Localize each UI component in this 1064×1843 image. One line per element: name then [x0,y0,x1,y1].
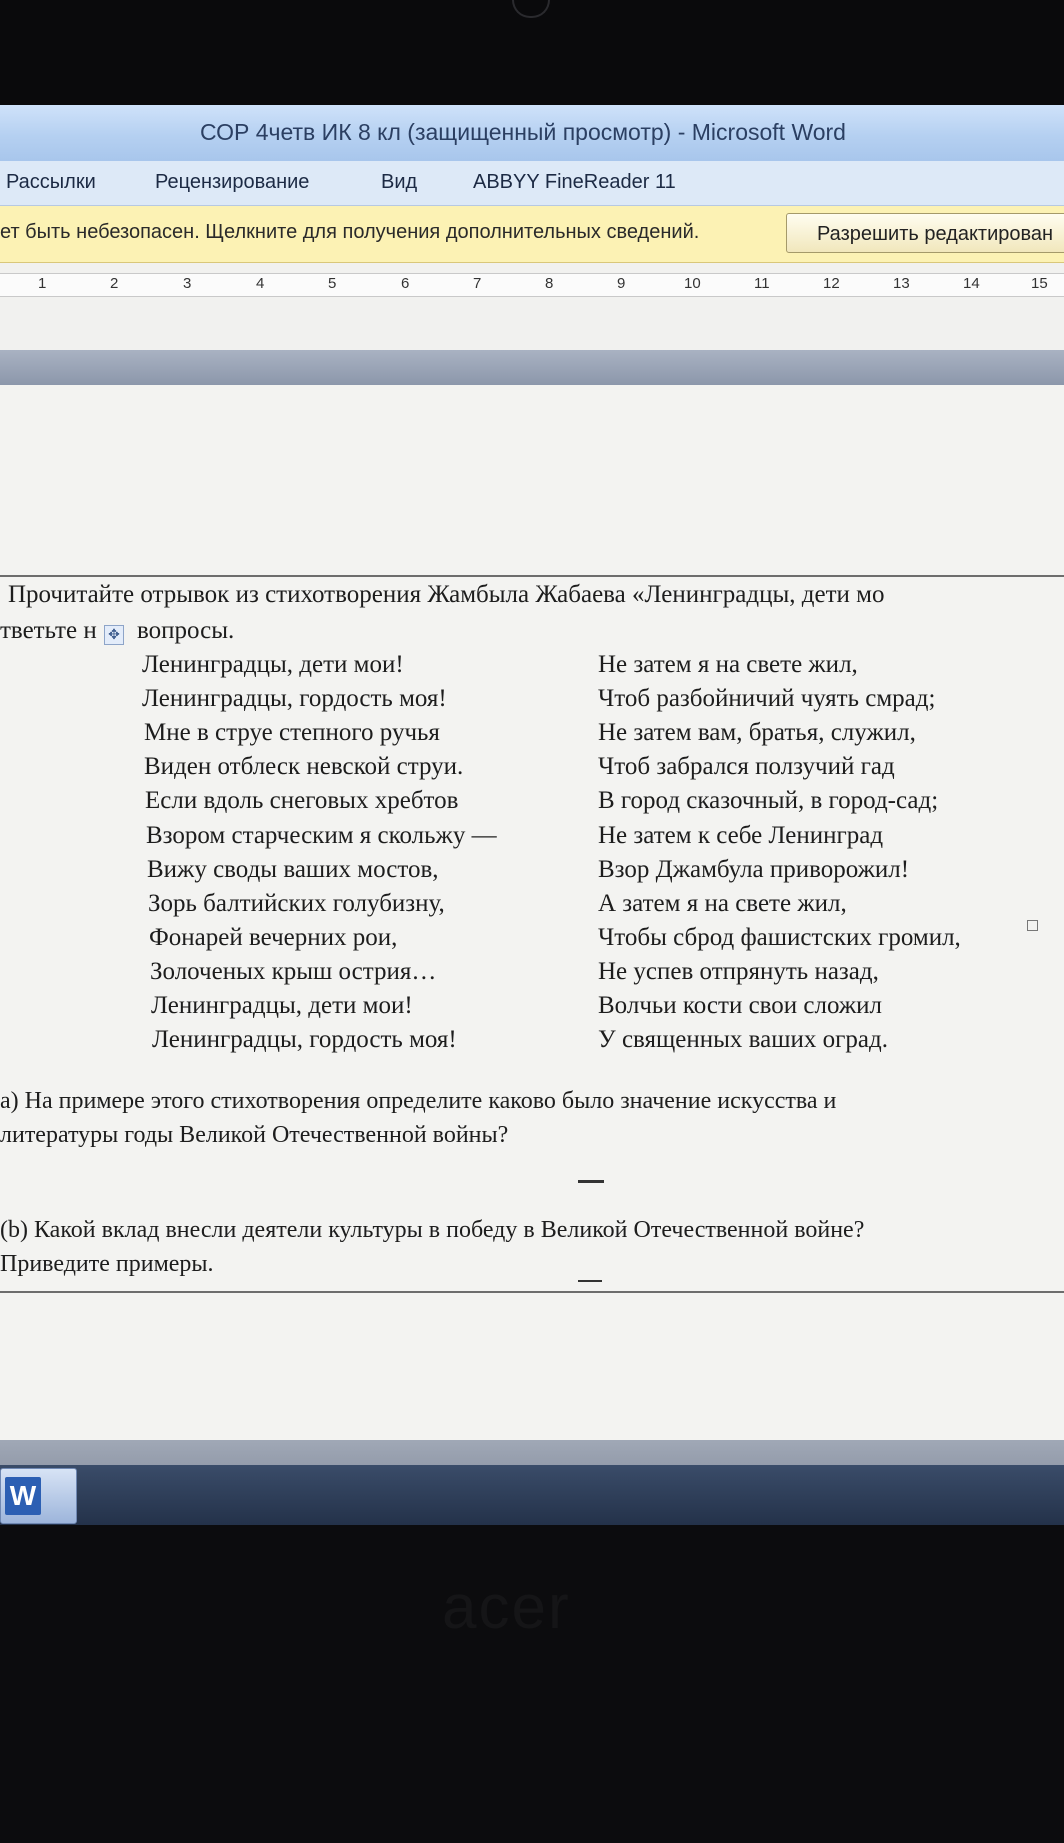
poem-right-line: Волчьи кости свои сложил [598,992,883,1019]
ruler-number: 15 [1031,275,1048,292]
ruler-number: 7 [473,275,482,292]
table-move-handle-icon[interactable]: ✥ [104,625,124,645]
poem-left-line: Золоченых крыш острия… [150,958,437,985]
ribbon-tabs [0,161,1064,206]
intro-line-2-end: вопросы. [137,617,235,644]
ruler-number: 11 [754,275,770,292]
question-a-line-1: а) На примере этого стихотворения определите каково было значение искусства и [0,1088,837,1114]
window-title: СОР 4четв ИК 8 кл (защищенный просмотр) - Microsoft Word [200,119,846,145]
question-b-line-1: (b) Какой вклад внесли деятели культуры в победу в Великой Отечественной войне? [0,1217,865,1243]
ruler-number: 1 [38,275,47,292]
ruler-number: 13 [893,275,910,292]
monitor-bezel-top [0,0,1064,105]
poem-right-line: У священных ваших оград. [598,1026,888,1053]
horizontal-ruler[interactable] [0,273,1064,297]
ruler-number: 6 [401,275,410,292]
tab-view[interactable]: Вид [381,171,418,193]
protected-view-bar [0,206,1064,263]
question-a-line-2: литературы годы Великой Отечественной войны? [0,1122,509,1148]
table-border-bottom [0,1291,1064,1293]
ruler-number: 4 [256,275,265,292]
poem-left-line: Зорь балтийских голубизну, [148,890,445,917]
poem-left-line: Ленинградцы, гордость моя! [152,1026,457,1053]
poem-right-line: Чтоб разбойничий чуять смрад; [598,685,936,712]
poem-right-line: Не затем к себе Ленинград [598,822,884,849]
poem-right-line: В город сказочный, в город-сад; [598,787,939,814]
ruler-number: 8 [545,275,554,292]
ruler-number: 5 [328,275,337,292]
taskbar [0,1465,1064,1525]
title-bar [0,105,1064,161]
intro-line-2-start: тветьте н [0,617,97,644]
table-border-top [0,575,1064,577]
tab-review[interactable]: Рецензирование [155,171,310,193]
tab-mailings[interactable]: Рассылки [6,171,96,193]
webcam-icon [512,0,550,18]
poem-left-line: Ленинградцы, дети мои! [151,992,413,1019]
document-page[interactable] [0,385,1064,1445]
poem-left-line: Взором старческим я скольжу — [146,822,497,849]
ruler-number: 10 [684,275,701,292]
taskbar-word-button[interactable] [0,1468,77,1524]
poem-right-line: Чтоб забрался ползучий гад [598,753,895,780]
poem-left-line: Фонарей вечерних рои, [149,924,398,951]
poem-right-line: Не затем вам, братья, служил, [598,719,916,746]
poem-left-line: Мне в струе степного ручья [144,719,440,746]
poem-left-line: Вижу своды ваших мостов, [147,856,439,883]
word-app-icon: W [5,1477,41,1515]
question-b-line-2: Приведите примеры. [0,1251,214,1277]
poem-left-line: Виден отблеск невской струи. [144,753,464,780]
ruler-number: 3 [183,275,192,292]
poem-right-line: Не успев отпрянуть назад, [598,958,879,985]
poem-right-line: Не затем я на свете жил, [598,651,858,678]
ruler-number: 12 [823,275,840,292]
poem-right-line: Чтобы сброд фашистских громил, [598,924,961,951]
page-gap [0,350,1064,385]
poem-left-line: Ленинградцы, дети мои! [142,651,404,678]
poem-left-line: Ленинградцы, гордость моя! [142,685,447,712]
ruler-number: 14 [963,275,980,292]
protected-view-message[interactable]: ет быть небезопасен. Щелкните для получения дополнительных сведений. [0,221,700,243]
ruler-number: 2 [110,275,119,292]
enable-editing-button[interactable]: Разрешить редактирован [786,213,1064,253]
tab-abbyy-finereader[interactable]: ABBYY FineReader 11 [473,171,676,193]
table-resize-handle-icon[interactable] [1027,920,1038,931]
poem-left-line: Если вдоль снеговых хребтов [145,787,459,814]
screen [0,105,1064,1525]
poem-right-line: А затем я на свете жил, [598,890,847,917]
ruler-number: 9 [617,275,626,292]
acer-logo: acer [442,1573,571,1642]
text-cursor-mark [578,1280,602,1282]
intro-line-1: Прочитайте отрывок из стихотворения Жамбыла Жабаева «Ленинградцы, дети мо [8,581,885,608]
text-cursor-mark [578,1180,604,1183]
poem-right-line: Взор Джамбула приворожил! [598,856,910,883]
